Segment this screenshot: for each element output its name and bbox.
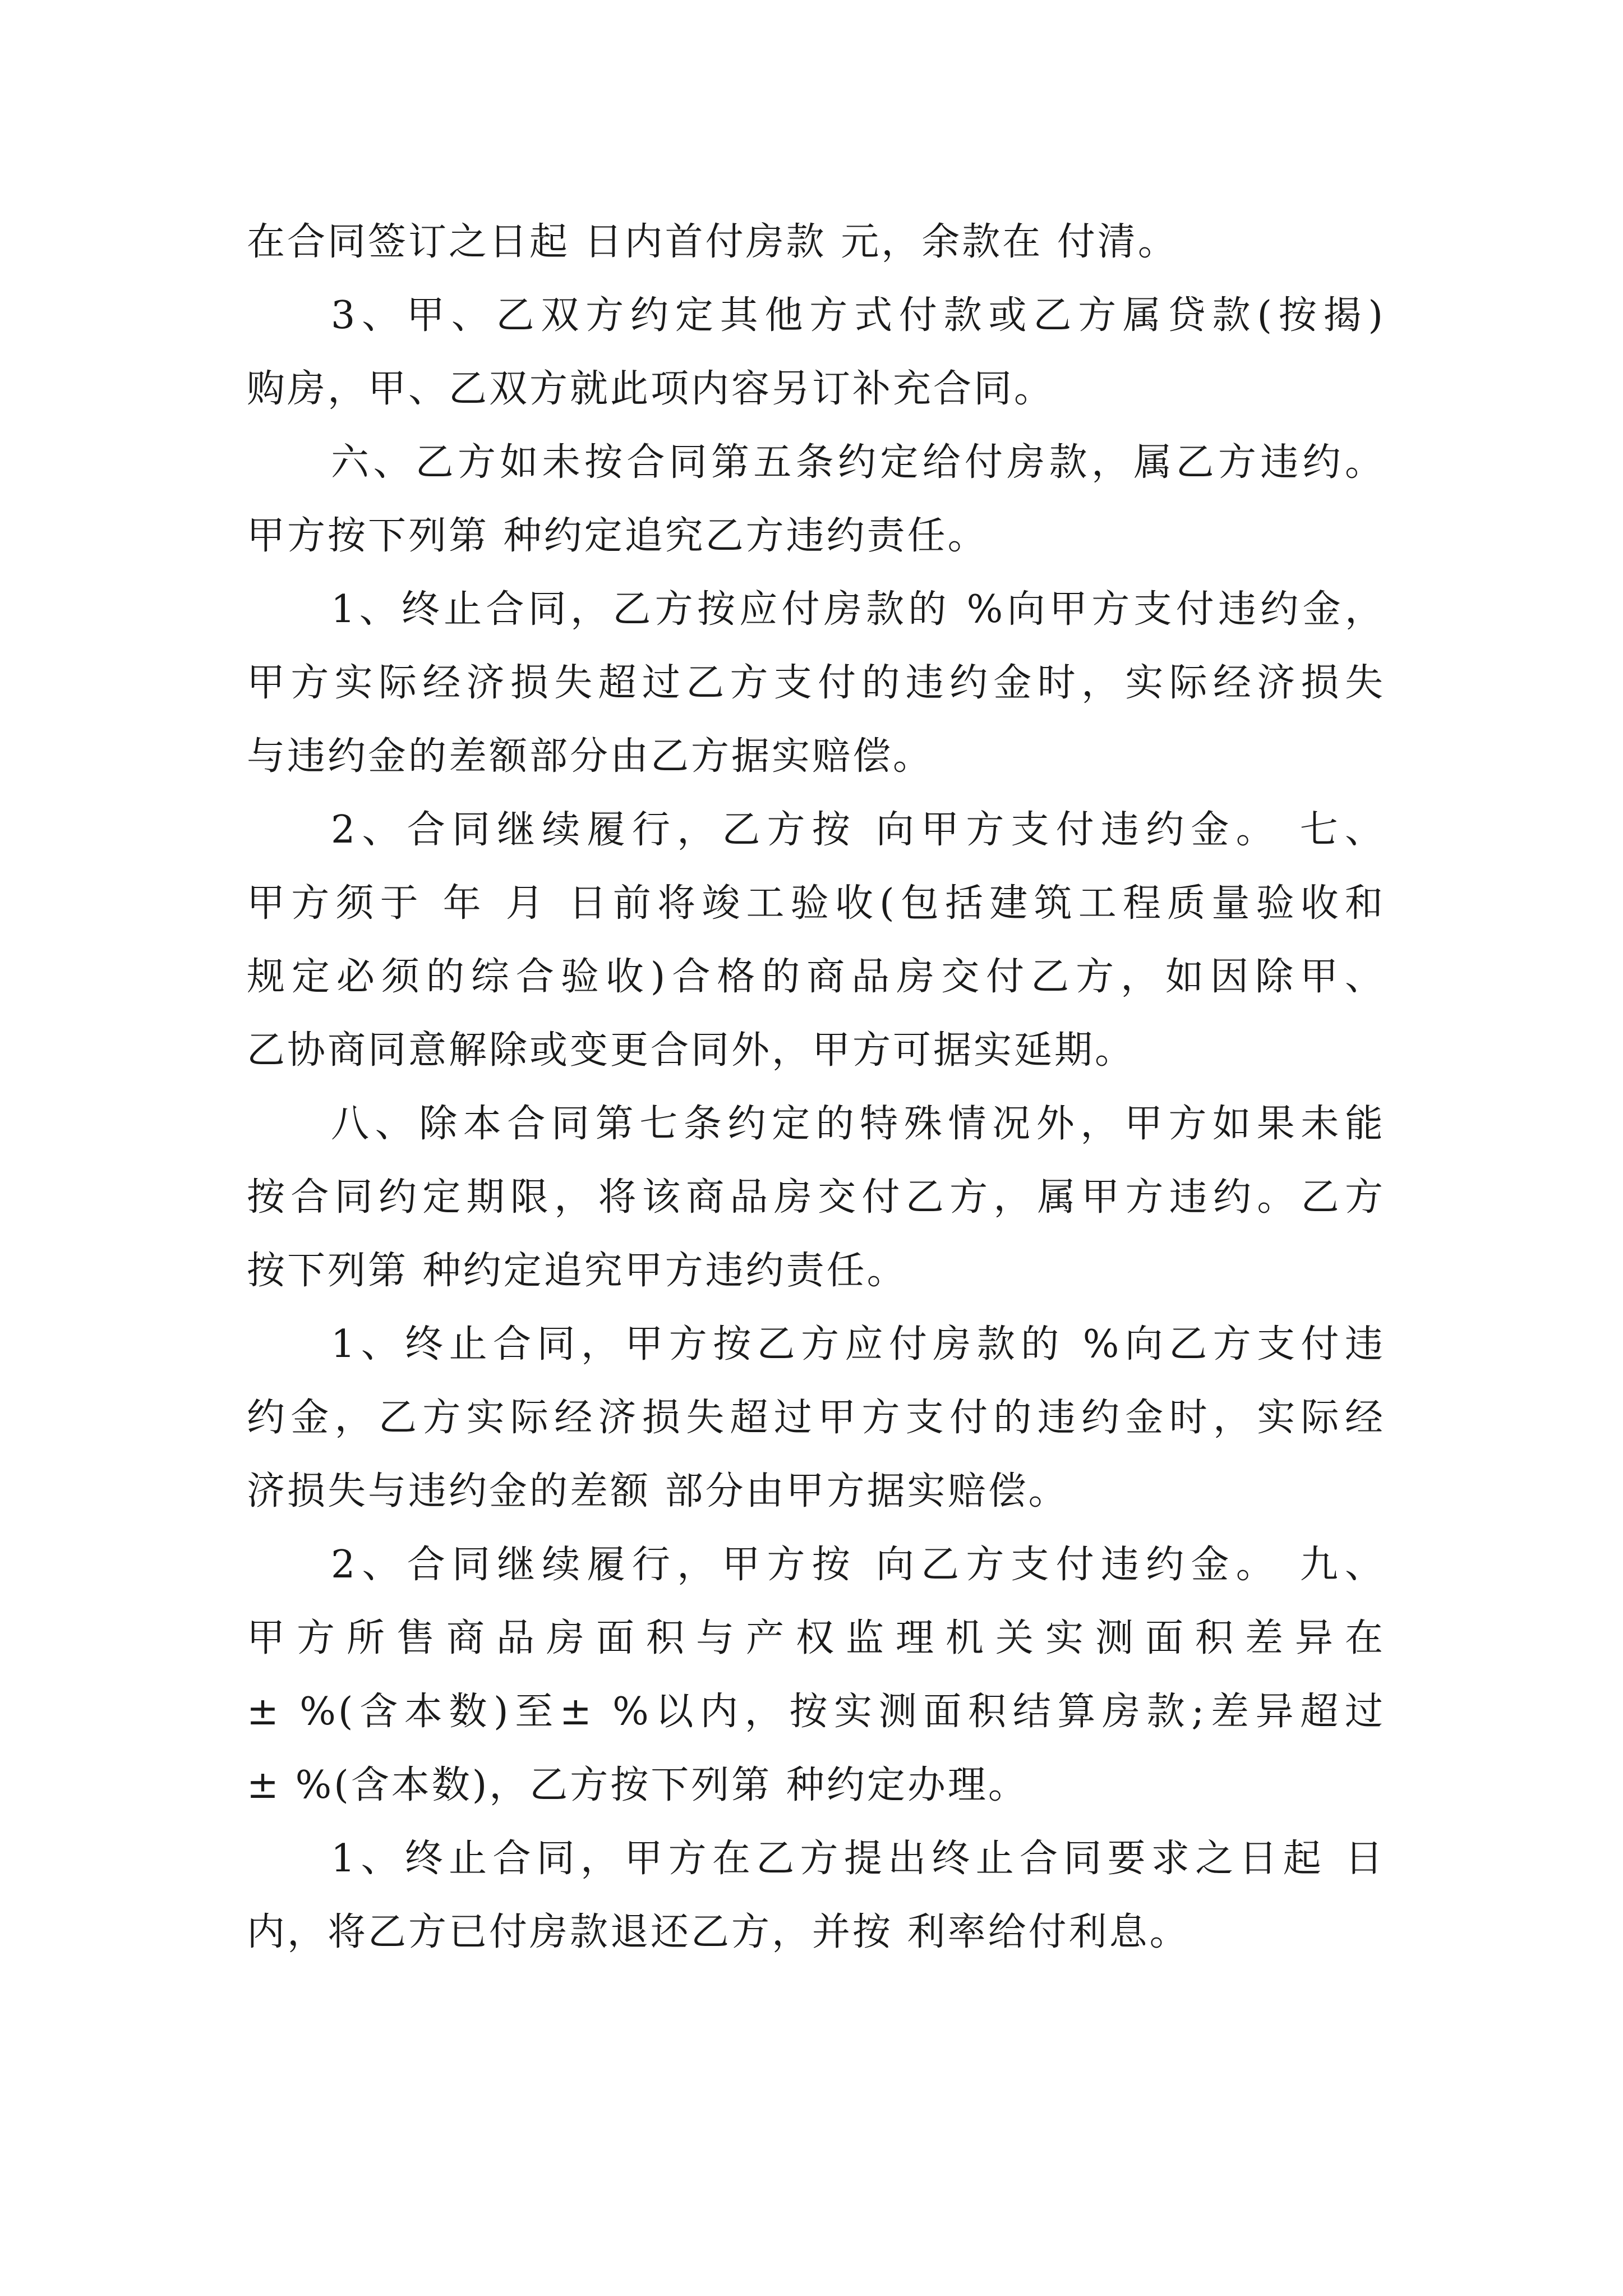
text-line: 甲方须于 年 月 日前将竣工验收(包括建筑工程质量验收和 xyxy=(247,881,1385,926)
text-line: ± %(含本数)至± %以内，按实测面积结算房款;差异超过 xyxy=(247,1690,1385,1734)
text-line: 甲方实际经济损失超过乙方支付的违约金时，实际经济损失 xyxy=(247,661,1385,705)
text-line: ± %(含本数)，乙方按下列第 种约定办理。 xyxy=(247,1763,1029,1807)
text-line: 约金，乙方实际经济损失超过甲方支付的违约金时，实际经 xyxy=(247,1396,1385,1440)
text-line: 与违约金的差额部分由乙方据实赔偿。 xyxy=(247,734,934,779)
text-line: 在合同签订之日起 日内首付房款 元，余款在 付清。 xyxy=(247,220,1178,264)
text-line: 1、终止合同，乙方按应付房款的 %向甲方支付违约金， xyxy=(331,587,1385,632)
text-line: 甲方按下列第 种约定追究乙方违约责任。 xyxy=(247,514,988,558)
text-line: 1、终止合同，甲方按乙方应付房款的 %向乙方支付违 xyxy=(331,1322,1385,1366)
text-line: 按合同约定期限，将该商品房交付乙方，属甲方违约。乙方 xyxy=(247,1175,1385,1220)
text-line: 甲方所售商品房面积与产权监理机关实测面积差异在 xyxy=(247,1616,1385,1660)
text-line: 六、乙方如未按合同第五条约定给付房款，属乙方违约。 xyxy=(331,440,1385,485)
text-line: 1、终止合同，甲方在乙方提出终止合同要求之日起 日 xyxy=(331,1837,1385,1881)
text-line: 3、甲、乙双方约定其他方式付款或乙方属贷款(按揭) xyxy=(331,293,1385,338)
text-line: 乙协商同意解除或变更合同外，甲方可据实延期。 xyxy=(247,1028,1136,1073)
text-line: 规定必须的综合验收)合格的商品房交付乙方，如因除甲、 xyxy=(247,955,1385,999)
text-line: 购房，甲、乙双方就此项内容另订补充合同。 xyxy=(247,367,1055,411)
text-line: 2、合同继续履行，乙方按 向甲方支付违约金。 七、 xyxy=(331,808,1385,852)
text-line: 济损失与违约金的差额 部分由甲方据实赔偿。 xyxy=(247,1469,1069,1513)
text-line: 内，将乙方已付房款退还乙方，并按 利率给付利息。 xyxy=(247,1910,1190,1954)
text-line: 八、除本合同第七条约定的特殊情况外，甲方如果未能 xyxy=(331,1102,1385,1146)
text-line: 2、合同继续履行，甲方按 向乙方支付违约金。 九、 xyxy=(331,1543,1385,1587)
text-line: 按下列第 种约定追究甲方违约责任。 xyxy=(247,1249,907,1293)
